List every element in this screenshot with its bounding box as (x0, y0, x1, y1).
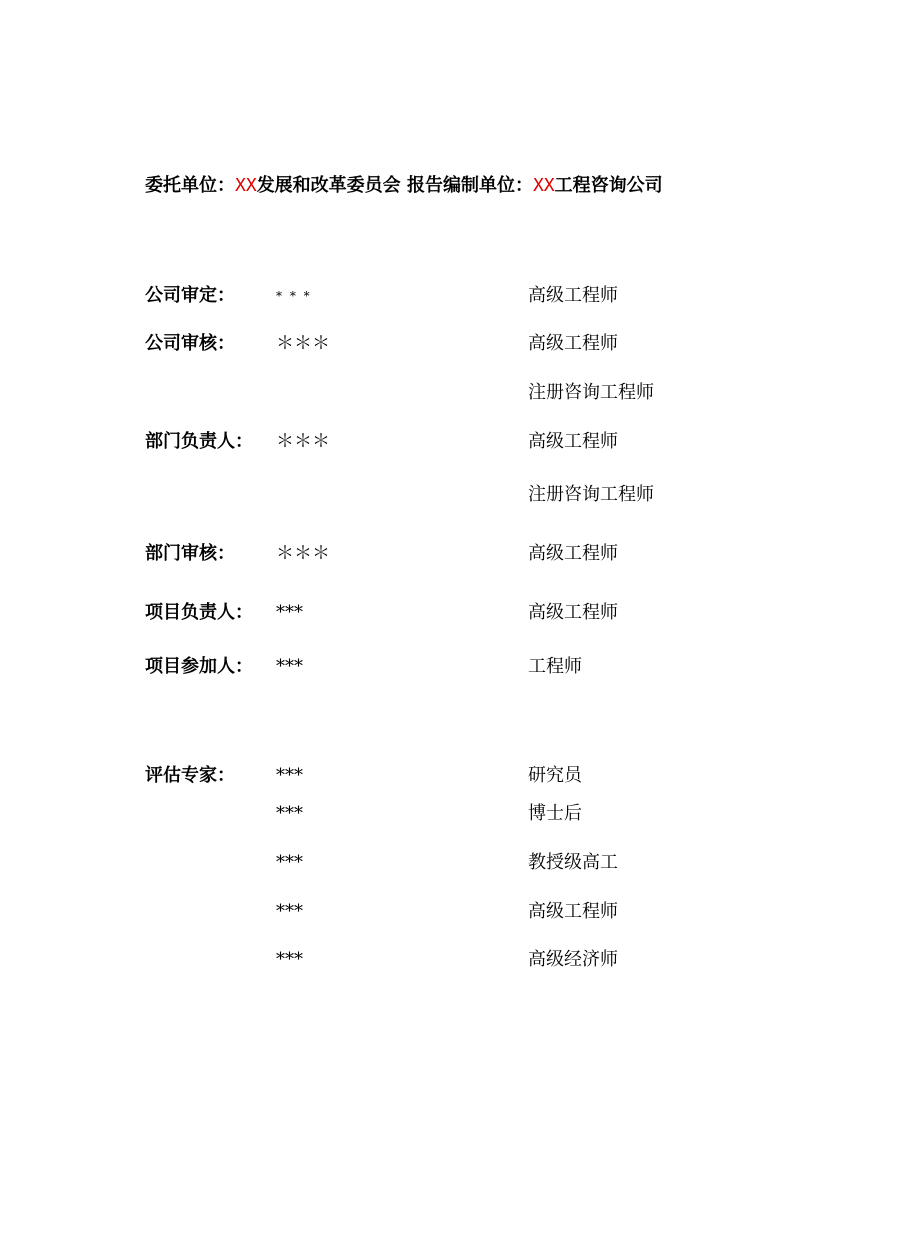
expert-title: 研究员 (528, 765, 582, 786)
person-name: *** (276, 656, 303, 677)
row-label: 部门负责人： (145, 431, 253, 452)
expert-row (0, 799, 920, 829)
person-title: 高级工程师 (528, 602, 618, 623)
staff-row-dept-review (0, 539, 920, 569)
row-label: 部门审核： (145, 543, 235, 564)
person-name: * * * (276, 289, 312, 303)
expert-name: *** (276, 852, 303, 873)
expert-row (0, 848, 920, 878)
staff-row-dept-head-extra (0, 480, 920, 510)
expert-name: *** (276, 901, 303, 922)
expert-title: 教授级高工 (528, 852, 618, 873)
person-title: 注册咨询工程师 (528, 484, 654, 505)
expert-name: *** (276, 949, 303, 970)
staff-row-dept-head (0, 427, 920, 457)
expert-row (0, 897, 920, 927)
staff-row-company-review (0, 329, 920, 359)
expert-name: *** (276, 765, 303, 786)
client-name: 发展和改革委员会 (256, 175, 401, 196)
person-title: 工程师 (528, 656, 582, 677)
row-label: 公司审定： (145, 285, 235, 306)
staff-row-company-review-extra (0, 378, 920, 408)
expert-row (0, 945, 920, 975)
expert-title: 高级工程师 (528, 901, 618, 922)
expert-row (0, 761, 920, 791)
row-label: 项目负责人： (145, 602, 253, 623)
expert-title: 高级经济师 (528, 949, 618, 970)
staff-row-project-lead (0, 598, 920, 628)
commission-header (145, 172, 885, 200)
person-title: 高级工程师 (528, 543, 618, 564)
preparer-label: 报告编制单位： (406, 175, 533, 196)
person-name: ＊＊＊ (276, 333, 330, 354)
preparer-name: 工程咨询公司 (554, 175, 663, 196)
person-title: 高级工程师 (528, 431, 618, 452)
person-title: 高级工程师 (528, 285, 618, 306)
client-prefix: XX (235, 175, 257, 196)
person-name: ＊＊＊ (276, 543, 330, 564)
client-label: 委托单位： (145, 175, 235, 196)
person-title: 高级工程师 (528, 333, 618, 354)
preparer-prefix: XX (532, 175, 555, 196)
staff-row-company-approval (0, 281, 920, 311)
row-label: 项目参加人： (145, 656, 253, 677)
person-name: ＊＊＊ (276, 431, 330, 452)
staff-row-project-member (0, 652, 920, 682)
expert-name: *** (276, 803, 303, 824)
experts-label: 评估专家： (145, 765, 235, 786)
person-name: *** (276, 602, 303, 623)
row-label: 公司审核： (145, 333, 235, 354)
person-title: 注册咨询工程师 (528, 382, 654, 403)
expert-title: 博士后 (528, 803, 582, 824)
